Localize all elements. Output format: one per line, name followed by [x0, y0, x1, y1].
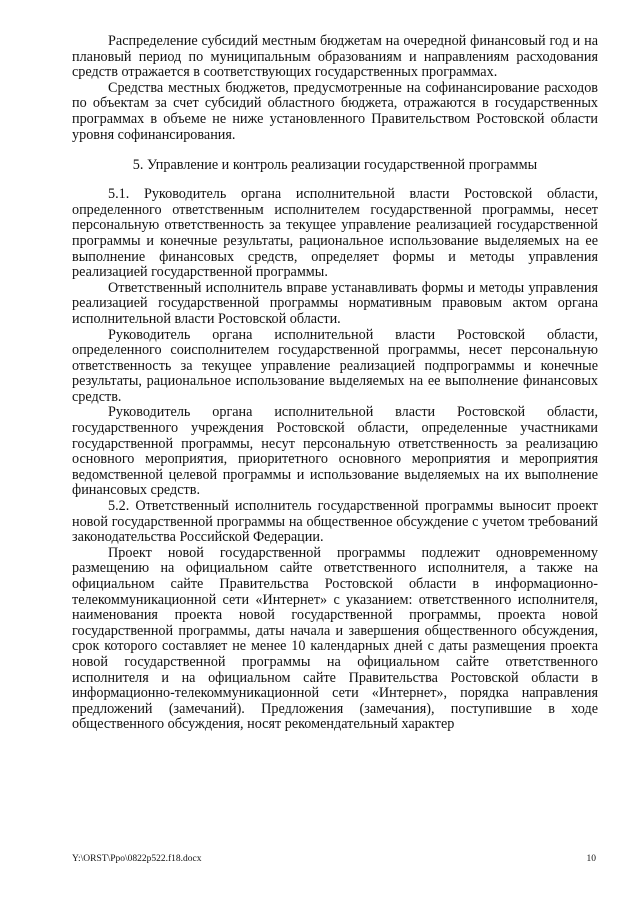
paragraph-participants-responsibility: Руководитель органа исполнительной власти Ростовской области, государственного учреждения Ростовской области, определенные участниками государственной программы, несут персональную ответственность за реализацию основного мероприятия, приоритетного основного мероприятия и мероприятия ведомственной целевой программы и использование выделяемых на их выполнение финансовых средств.: [72, 404, 598, 499]
footer-page-number: 10: [586, 854, 596, 864]
paragraph-local-budget-funds: Средства местных бюджетов, предусмотренные на софинансирование расходов по объектам за счет субсидий областного бюджета, отражаются в государственных программах в объеме не ниже установленного Правительством Ростовской области уровня софинансирования.: [72, 79, 598, 143]
paragraph-5-2-public-discussion: 5.2. Ответственный исполнитель государственной программы выносит проект новой государственной программы на общественное обсуждение с учетом требований законодательства Российской Федерации.: [72, 498, 598, 546]
document-page: [72, 34, 598, 733]
footer-file-path: Y:\ORST\Ppo\0822p522.f18.docx: [72, 854, 202, 864]
paragraph-executor-rights: Ответственный исполнитель вправе устанавливать формы и методы управления реализацией государственной программы нормативным правовым актом органа исполнительной власти Ростовской области.: [72, 279, 598, 327]
section-heading: 5. Управление и контроль реализации государственной программы: [132, 157, 538, 174]
paragraph-project-publication: Проект новой государственной программы подлежит одновременному размещению на официальном сайте ответственного исполнителя, а также на официальном сайте Правительства Ростовской области в информационно-телекоммуникационной сети «Интернет» с указанием: ответственного исполнителя, наименования проекта новой государственной программы, проекта новой государственной программы, даты начала и завершения общественного обсуждения, срок которого составляет не менее 10 календарных дней с даты размещения проекта новой государственной программы на официальном сайте ответственного исполнителя и на официальном сайте Правительства Ростовской области в информационно-телекоммуникационной сети «Интернет», порядка направления предложений (замечаний). Предложения (замечания), поступившие в ходе общественного обсуждения, носят рекомендательный характер: [72, 544, 598, 733]
paragraph-co-executor-responsibility: Руководитель органа исполнительной власти Ростовской области, определенного соисполнителем государственной программы, несет персональную ответственность за текущее управление реализацией подпрограммы и конечные результаты, рациональное использование выделяемых на ее выполнение финансовых средств.: [72, 326, 598, 405]
paragraph-5-1-head-responsibility: 5.1. Руководитель органа исполнительной власти Ростовской области, определенного ответственным исполнителем государственной программы, несет персональную ответственность за текущее управление реализацией государственной программы и конечные результаты, рациональное использование выделяемых на ее выполнение финансовых средств, определяет формы и методы управления реализацией государственной программы.: [72, 186, 598, 281]
paragraph-subsidy-distribution: Распределение субсидий местным бюджетам на очередной финансовый год и на плановый период по муниципальным образованиям и направлениям расходования средств отражается в соответствующих государственных программах.: [72, 33, 598, 81]
